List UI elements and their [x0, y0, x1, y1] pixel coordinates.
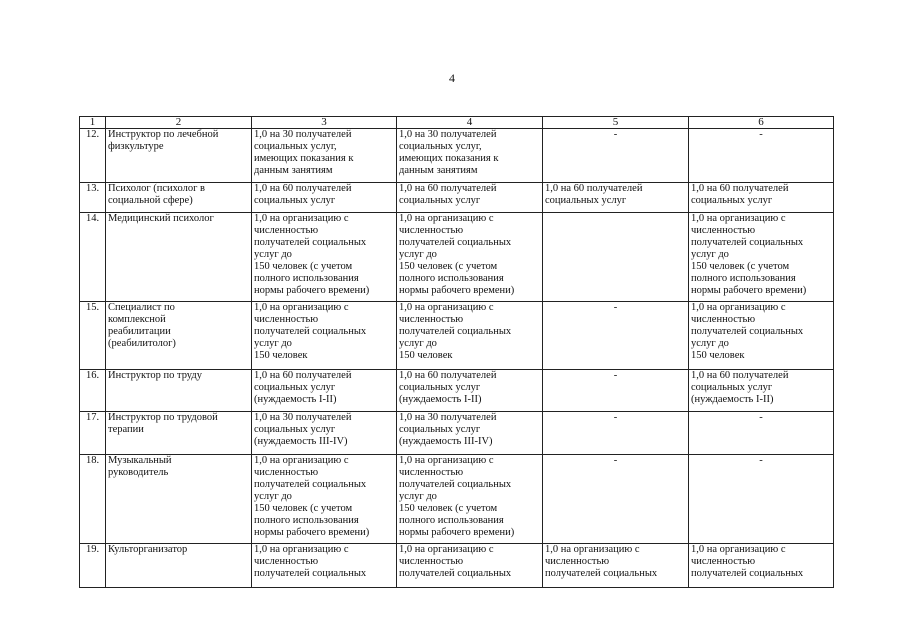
column-header: 6 [689, 117, 834, 129]
column-header: 2 [106, 117, 252, 129]
table-row [80, 455, 834, 544]
table-row [80, 213, 834, 302]
position-name: Специалист по комплексной реабилитации (реабилитолог) [106, 302, 252, 370]
norm-cell: 1,0 на 60 получателей социальных услуг [689, 183, 834, 213]
page-number: 4 [449, 71, 455, 85]
norm-cell: 1,0 на организацию с численностью получателей социальных услуг до 150 человек [252, 302, 397, 370]
row-number: 19. [80, 544, 106, 588]
position-name: Инструктор по лечебной физкультуре [106, 129, 252, 183]
norm-cell: - [689, 129, 834, 183]
row-number: 18. [80, 455, 106, 544]
norm-cell: - [543, 370, 689, 412]
row-number: 13. [80, 183, 106, 213]
norm-cell: 1,0 на 60 получателей социальных услуг [397, 183, 543, 213]
norm-cell: 1,0 на организацию с численностью получателей социальных [397, 544, 543, 588]
norm-cell: 1,0 на 30 получателей социальных услуг, имеющих показания к данным занятиям [397, 129, 543, 183]
norm-cell: - [543, 302, 689, 370]
norm-cell: 1,0 на 30 получателей социальных услуг (нуждаемость III-IV) [252, 412, 397, 455]
norm-cell: 1,0 на организацию с численностью получателей социальных услуг до 150 человек (с учетом полного использования нормы рабочего времени) [689, 213, 834, 302]
norm-cell: 1,0 на 60 получателей социальных услуг [252, 183, 397, 213]
norm-cell: - [689, 455, 834, 544]
norm-cell: 1,0 на 30 получателей социальных услуг (нуждаемость III-IV) [397, 412, 543, 455]
norm-cell: 1,0 на организацию с численностью получателей социальных услуг до 150 человек (с учетом полного использования нормы рабочего времени) [397, 213, 543, 302]
column-header: 1 [80, 117, 106, 129]
row-number: 16. [80, 370, 106, 412]
norm-cell: 1,0 на 60 получателей социальных услуг (нуждаемость I-II) [397, 370, 543, 412]
staffing-norms-table [79, 116, 834, 588]
norm-cell: 1,0 на организацию с численностью получателей социальных услуг до 150 человек [397, 302, 543, 370]
table-row [80, 544, 834, 588]
norm-cell: - [689, 412, 834, 455]
table-row [80, 370, 834, 412]
norm-cell: 1,0 на организацию с численностью получателей социальных услуг до 150 человек (с учетом полного использования нормы рабочего времени) [252, 455, 397, 544]
norm-cell: - [543, 129, 689, 183]
row-number: 12. [80, 129, 106, 183]
table-row [80, 302, 834, 370]
position-name: Инструктор по труду [106, 370, 252, 412]
norm-cell [543, 213, 689, 302]
row-number: 15. [80, 302, 106, 370]
norm-cell: 1,0 на организацию с численностью получателей социальных [543, 544, 689, 588]
norm-cell: 1,0 на организацию с численностью получателей социальных услуг до 150 человек [689, 302, 834, 370]
norm-cell: 1,0 на организацию с численностью получателей социальных [689, 544, 834, 588]
column-header: 5 [543, 117, 689, 129]
position-name: Инструктор по трудовой терапии [106, 412, 252, 455]
column-header: 3 [252, 117, 397, 129]
norm-cell: 1,0 на организацию с численностью получателей социальных услуг до 150 человек (с учетом полного использования нормы рабочего времени) [252, 213, 397, 302]
row-number: 17. [80, 412, 106, 455]
table-row [80, 129, 834, 183]
column-header: 4 [397, 117, 543, 129]
norm-cell: - [543, 412, 689, 455]
table-header-row [80, 117, 834, 129]
norm-cell: 1,0 на 60 получателей социальных услуг (нуждаемость I-II) [252, 370, 397, 412]
table-row [80, 412, 834, 455]
norm-cell: 1,0 на организацию с численностью получателей социальных [252, 544, 397, 588]
row-number: 14. [80, 213, 106, 302]
table-row [80, 183, 834, 213]
position-name: Музыкальный руководитель [106, 455, 252, 544]
position-name: Культорганизатор [106, 544, 252, 588]
norm-cell: 1,0 на организацию с численностью получателей социальных услуг до 150 человек (с учетом полного использования нормы рабочего времени) [397, 455, 543, 544]
norm-cell: 1,0 на 60 получателей социальных услуг (нуждаемость I-II) [689, 370, 834, 412]
norm-cell: - [543, 455, 689, 544]
norm-cell: 1,0 на 60 получателей социальных услуг [543, 183, 689, 213]
position-name: Медицинский психолог [106, 213, 252, 302]
position-name: Психолог (психолог в социальной сфере) [106, 183, 252, 213]
norm-cell: 1,0 на 30 получателей социальных услуг, имеющих показания к данным занятиям [252, 129, 397, 183]
